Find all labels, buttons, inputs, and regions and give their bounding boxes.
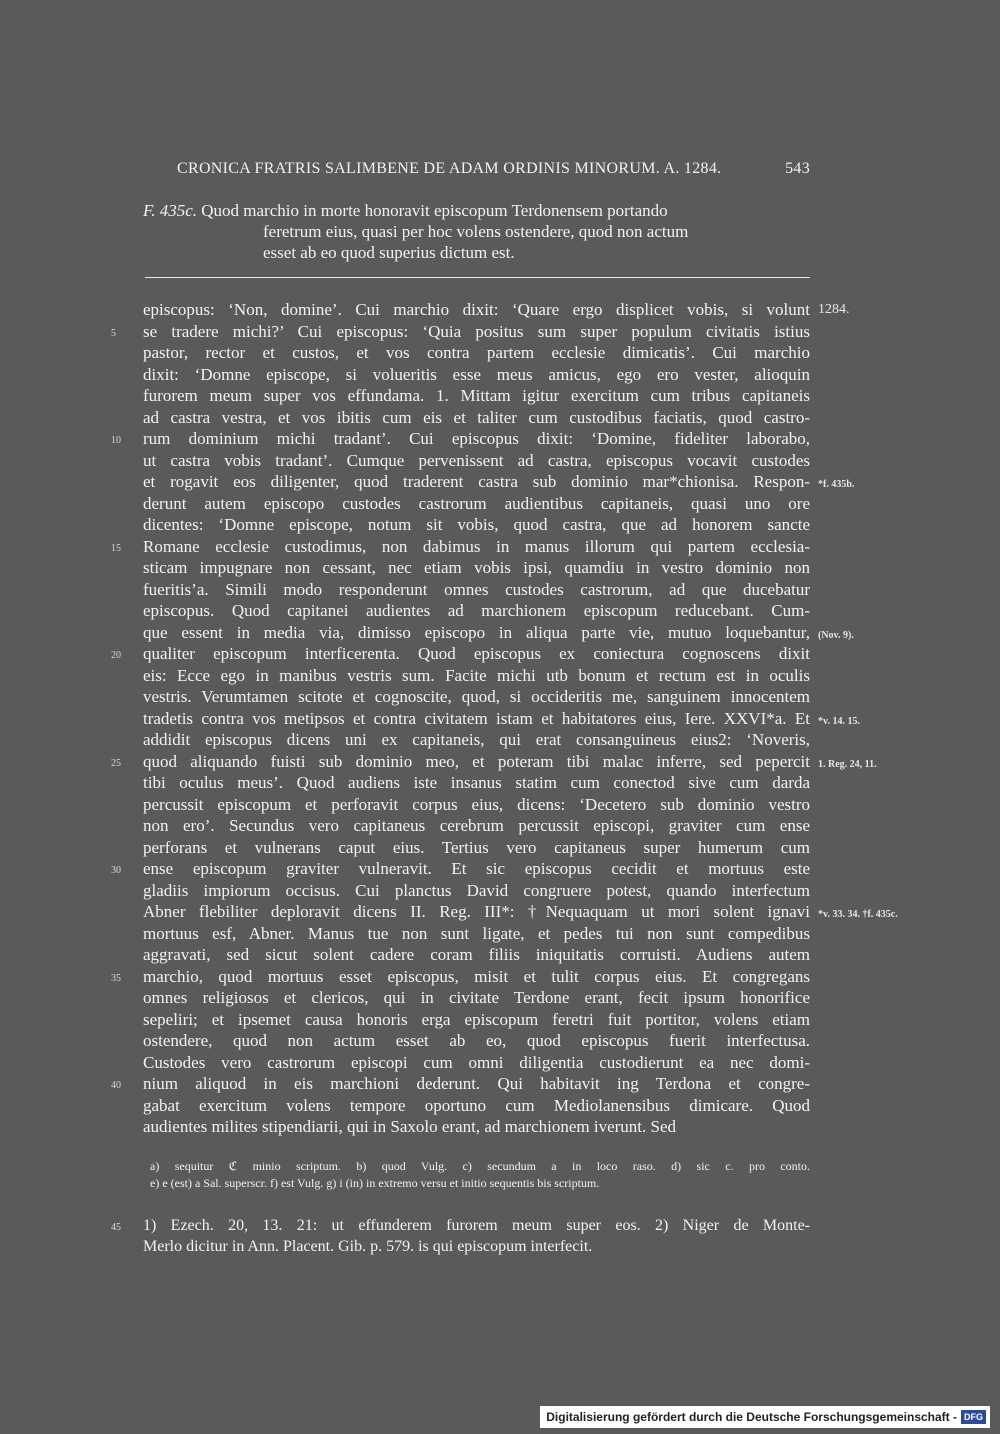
line-text: episcopus: ‘Non, domine’. Cui marchio dixit: ‘Quare ergo displicet vobis, si volunt [143,300,810,319]
text-line [143,407,810,429]
line-number: 15 [111,542,121,554]
line-text: omnes religiosos et clericos, qui in civitate Terdone erant, fecit ipsum honorifice [143,988,810,1007]
line-number: 30 [111,865,121,876]
margin-note: *v. 14. 15. [818,715,860,727]
line-text: perforans et vulnerans caput eius. Tertius vero capitaneus super humerum cum [143,837,810,857]
text-line [143,579,810,601]
margin-note: (Nov. 9). [818,629,854,641]
text-line [143,600,810,622]
line-text: gladiis impiorum occisus. Cui planctus David congruere potest, quando interfectum [143,880,810,900]
text-line [143,665,810,687]
margin-note: 1284. [818,302,850,317]
page-number: 543 [785,160,810,177]
line-text: rum dominium michi tradant’. Cui episcopus dixit: ‘Domine, fideliter laborabo, [143,429,810,448]
text-line [143,493,810,515]
footnote-text: Merlo dicitur in Ann. Placent. Gib. p. 579. is qui episcopum interfecit. [143,1238,593,1255]
text-line [143,729,810,751]
text-line [111,643,810,665]
footnote-line [111,1215,810,1236]
line-text: qualiter episcopum interficerenta. Quod episcopus ex coniectura cognoscens dixit [143,644,810,663]
funding-banner[interactable] [540,1406,990,1428]
summary-line-3: esset ab eo quod superius dictum est. [263,243,515,262]
line-text: tibi oculus meus’. Quod audiens iste insanus statim cum conectod sive cum darda [143,773,810,792]
text-line [143,364,810,386]
text-line [111,966,810,988]
text-line [143,557,810,579]
text-line [143,772,810,794]
text-line [143,944,810,966]
margin-note: 1. Reg. 24, 11. [818,758,877,770]
line-text: eis: Ecce ego in manibus vestris sum. Facite michi utb bonum et rectum est in oculis [143,665,810,685]
line-text: marchio, quod mortuus esset episcopus, misit et tulit corpus eius. Et congregans [143,966,810,986]
text-line [143,514,810,536]
line-text: dicentes: ‘Domne episcope, notum sit vobis, quod castra, que ad honorem sancte [143,515,810,534]
text-line [143,837,810,859]
line-text: Romane ecclesie custodimus, non dabimus in manus illorum qui partem ecclesia- [143,536,810,556]
apparatus-line: e) e (est) a Sal. superscr. f) est Vulg. g) i (in) in extremo versu et initio sequentis bis scriptum. [150,1176,600,1190]
line-text: dixit: ‘Domne episcope, si volueritis esse meus amicus, ego ero vester, alioquin [143,364,810,384]
text-line [143,299,850,321]
line-text: sepeliri; et ipsemet causa honoris erga episcopum feretri fuit portitor, volens etiam [143,1009,810,1029]
margin-note: *f. 435b. [818,479,855,490]
line-text: se tradere michi?’ Cui episcopus: ‘Quia positus sum super populum civitatis istius [143,321,810,341]
line-text: mortuus esf, Abner. Manus tue non sunt ligate, et pedes tui non sunt compedibus [143,923,810,943]
line-text: tradetis contra vos metipsos et contra civitatem istam et habitatores eius, Iere. XXVI*a. Et [143,708,810,728]
chapter-summary [143,200,810,263]
line-text: que essent in media via, dimisso episcopo in aliqua parte vie, mutuo loquebantur, [143,622,810,642]
line-number: 10 [111,435,121,446]
margin-note: *v. 33. 34. †f. 435c. [818,909,898,920]
text-line [111,751,877,773]
text-line [143,1116,810,1138]
line-text: Custodes vero castrorum episcopi cum omni diligentia custodierunt ea nec domi- [143,1052,810,1072]
dfg-logo-icon: DFG [961,1410,986,1424]
line-text: furorem meum super vos effundama. 1. Mittam igitur exercitum cum tribus capitaneis [143,386,810,405]
line-number: 45 [111,1222,121,1233]
text-line [143,923,810,945]
line-text: ostendere, quod non actum esset ab eo, quod episcopus fuerit interfectusa. [143,1031,810,1050]
text-line [143,901,898,923]
text-line [143,686,810,708]
line-text: sticam impugnare non cessant, nec etiam vobis ipsi, quamdiu in vestro dominio non [143,558,810,577]
line-text: nium aliquod in eis marchioni dederunt. Qui habitavit ing Terdona et congre- [143,1074,810,1093]
line-text: pastor, rector et custos, et vos contra partem ecclesie dimicatis’. Cui marchio [143,343,810,362]
footnote-text: 1) Ezech. 20, 13. 21: ut effunderem furorem meum super eos. 2) Niger de Monte- [143,1217,810,1234]
line-text: percussit episcopum et perforavit corpus eius, dicens: ‘Decetero sub dominio vestro [143,794,810,814]
text-line [111,1073,810,1095]
line-text: non ero’. Secundus vero capitaneus cerebrum percussit episcopi, graviter cum ense [143,816,810,835]
line-text: ad castra vestra, et vos ibitis cum eis et taliter cum custodibus faciatis, quod castro- [143,407,810,427]
text-line [143,385,810,407]
line-number: 5 [111,327,116,339]
summary-line-2: feretrum eius, quasi per hoc volens ostendere, quod non actum [263,222,689,241]
text-line [143,342,810,364]
text-line [143,622,854,644]
text-line [143,1030,810,1052]
line-number: 25 [111,757,121,769]
line-text: gabat exercitum volens tempore oportuno cum Mediolanensibus dimicare. Quod [143,1095,810,1115]
line-number: 40 [111,1080,121,1091]
line-text: addidit episcopus dicens uni ex capitaneis, qui erat consanguineus eius2: ‘Noveris, [143,730,810,749]
running-title: CRONICA FRATRIS SALIMBENE DE ADAM ORDINIS MINORUM. A. 1284. [177,160,722,177]
footnotes [111,1215,810,1257]
apparatus-line: a) sequitur ℭ minio scriptum. b) quod Vulg. c) secundum a in loco raso. d) sic c. pro conto. [150,1159,810,1173]
text-line [143,987,810,1009]
line-text: ut castra vobis tradant’. Cumque pervenissent ad castra, episcopus vocavit custodes [143,450,810,470]
text-line [111,321,810,343]
text-line [143,450,810,472]
line-text: et rogavit eos diligenter, quod traderent castra sub dominio mar*chionisa. Respon- [143,472,810,491]
text-line [143,880,810,902]
text-line [143,708,860,730]
line-number: 35 [111,972,121,984]
text-line [143,1052,810,1074]
line-text: derunt autem episcopo custodes castrorum audientibus capitaneis, quasi uno ore [143,493,810,513]
text-line [143,471,855,493]
line-text: ense episcopum graviter vulneravit. Et sic episcopus cecidit et mortuus este [143,859,810,878]
funding-text: Digitalisierung gefördert durch die Deutsche Forschungsgemeinschaft - [546,1410,957,1424]
line-number: 20 [111,650,121,661]
text-line [143,1009,810,1031]
text-line [111,536,810,558]
footnote-line [143,1236,810,1257]
main-text [111,299,898,1138]
folio-reference: F. 435c. [143,201,197,220]
text-line [143,794,810,816]
separator-rule [145,277,810,278]
text-line [111,428,810,450]
text-line [111,858,810,880]
line-text: quod aliquando fuisti sub dominio meo, et poteram tibi malac inferre, sed pepercit [143,751,810,771]
text-line [143,1095,810,1117]
line-text: vestris. Verumtamen scitote et cognoscite, quod, si occideritis me, sanguinem innocentem [143,687,810,706]
text-line [143,815,810,837]
summary-line-1: Quod marchio in morte honoravit episcopum Terdonensem portando [201,201,668,220]
critical-apparatus [150,1158,810,1192]
line-text: fueritis’a. Simili modo responderunt omnes custodes castrorum, ad que ducebatur [143,579,810,599]
line-text: Abner flebiliter deploravit dicens II. Reg. III*: †Nequaquam ut mori solent ignavi [143,902,810,921]
line-text: aggravati, sed sicut solent cadere coram filiis iniquitatis corruisti. Audiens autem [143,945,810,964]
line-text: audientes milites stipendiarii, qui in Saxolo erant, ad marchionem iverunt. Sed [143,1117,677,1136]
line-text: episcopus. Quod capitanei audientes ad marchionem episcopum reducebant. Cum- [143,601,810,620]
